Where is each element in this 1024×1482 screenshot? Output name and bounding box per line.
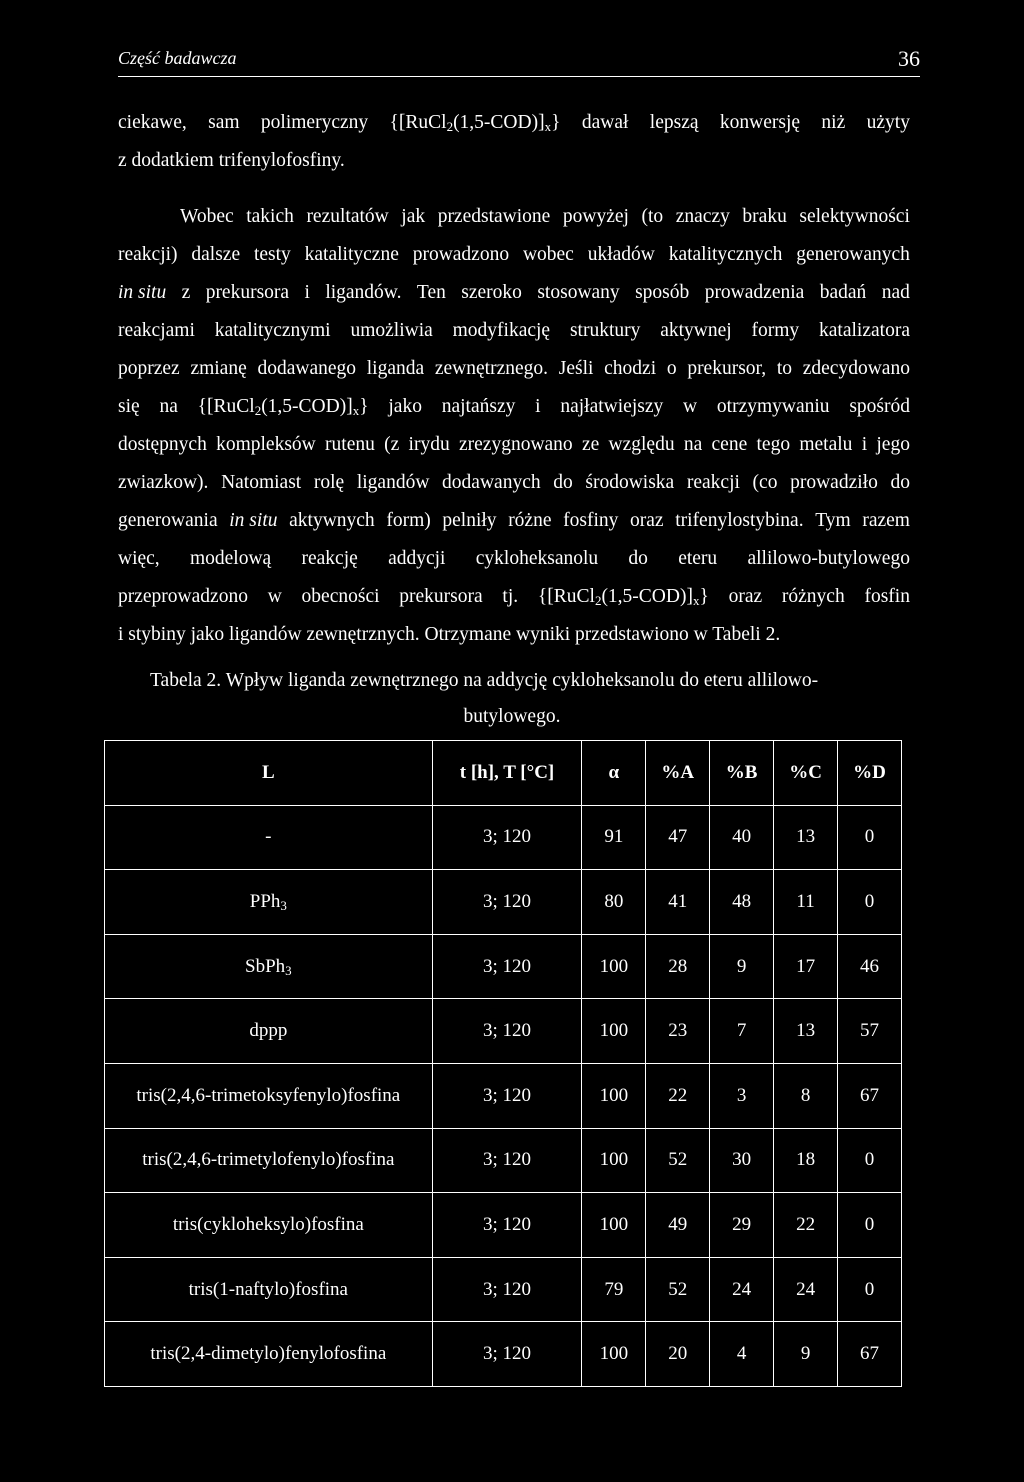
- value-cell: 100: [582, 999, 646, 1064]
- chemical-formula: $\{[RuCl_2(1,5-COD)]_x\}$: [197, 396, 369, 418]
- value-cell: 91: [582, 805, 646, 870]
- word: rutenu: [325, 434, 375, 455]
- word: takich: [246, 206, 294, 227]
- value-cell: 20: [646, 1322, 710, 1387]
- value-cell: 41: [646, 870, 710, 935]
- word: nad: [881, 282, 910, 303]
- word: dodawanego: [257, 358, 357, 379]
- text-line-5-content: [118, 282, 910, 304]
- word: obecności: [301, 586, 380, 607]
- word: to: [776, 358, 793, 379]
- word: Wobec: [180, 206, 234, 227]
- word: w: [267, 586, 282, 607]
- value-cell: 23: [646, 999, 710, 1064]
- word: układów: [587, 244, 655, 265]
- italic-in-situ: in situ: [118, 282, 167, 303]
- word: dostępnych: [118, 434, 207, 455]
- word: (to: [641, 206, 664, 227]
- section-title: Część badawcza: [118, 48, 237, 68]
- header-ligand: L: [105, 741, 433, 806]
- word: razem: [862, 510, 910, 531]
- ligand-cell: tris(2,4-dimetylo)fenylofosfina: [105, 1322, 433, 1387]
- value-cell: 47: [646, 805, 710, 870]
- value-cell: 100: [582, 1193, 646, 1258]
- word: modyfikację: [452, 320, 551, 341]
- value-cell: 13: [774, 999, 838, 1064]
- word: eteru: [678, 548, 718, 569]
- table-row: [105, 870, 902, 935]
- word: dodawanych: [442, 472, 541, 493]
- word: irydu: [408, 434, 450, 455]
- word: zewnętrznego.: [434, 358, 549, 379]
- word: katalitycznych: [668, 244, 783, 265]
- value-cell: 28: [646, 934, 710, 999]
- word: prekursora: [399, 586, 483, 607]
- text-line-7: [118, 358, 910, 380]
- value-cell: 67: [838, 1322, 902, 1387]
- word: reakcji): [118, 244, 178, 265]
- ligand-cell: tris(2,4,6-trimetoksyfenylo)fosfina: [105, 1063, 433, 1128]
- word: liganda: [366, 358, 425, 379]
- word: katalityczne: [304, 244, 399, 265]
- value-cell: 3; 120: [432, 1322, 582, 1387]
- word: i: [861, 434, 868, 455]
- value-cell: 3; 120: [432, 1128, 582, 1193]
- word: oraz: [630, 510, 664, 531]
- italic-in-situ: in situ: [229, 510, 278, 531]
- word: jako: [388, 396, 422, 417]
- word: metalu: [799, 434, 853, 455]
- word: fosfin: [864, 586, 910, 607]
- value-cell: 13: [774, 805, 838, 870]
- word: zwiazkow).: [118, 472, 209, 493]
- page-header: [118, 44, 920, 77]
- word: testy: [253, 244, 291, 265]
- value-cell: 3; 120: [432, 1257, 582, 1322]
- table-header-row: [105, 741, 902, 806]
- value-cell: 0: [838, 870, 902, 935]
- word: lepszą: [649, 112, 699, 133]
- value-cell: 3; 120: [432, 1063, 582, 1128]
- word: otrzymywaniu: [716, 396, 830, 417]
- word: aktywnej: [660, 320, 732, 341]
- word: Jeśli: [558, 358, 594, 379]
- results-table: [104, 740, 902, 1387]
- word: rezultatów: [306, 206, 389, 227]
- value-cell: 17: [774, 934, 838, 999]
- word: względu: [608, 434, 675, 455]
- word: jego: [876, 434, 910, 455]
- word: Tym: [815, 510, 851, 531]
- word: ciekawe,: [118, 112, 187, 133]
- word: prowadzenia: [704, 282, 805, 303]
- value-cell: 3; 120: [432, 934, 582, 999]
- word: struktury: [569, 320, 641, 341]
- table-row: [105, 1063, 902, 1128]
- word: kompleksów: [216, 434, 316, 455]
- value-cell: 0: [838, 1128, 902, 1193]
- value-cell: 22: [646, 1063, 710, 1128]
- word: aktywnych: [289, 510, 375, 531]
- value-cell: 9: [774, 1322, 838, 1387]
- word: katalitycznymi: [214, 320, 331, 341]
- text-line-8: [118, 396, 910, 418]
- ligand-cell: -: [105, 805, 433, 870]
- chemical-formula: $\{[RuCl_2(1,5-COD)]_x\}$: [389, 112, 561, 134]
- word: form): [386, 510, 431, 531]
- header-a: %A: [646, 741, 710, 806]
- header-time-temp: t [h], T [°C]: [432, 741, 582, 806]
- word: zdecydowano: [802, 358, 910, 379]
- word: badań: [819, 282, 867, 303]
- text-line-5: [118, 282, 910, 304]
- word: zrezygnowano: [458, 434, 573, 455]
- header-alpha: α: [582, 741, 646, 806]
- word: selektywności: [799, 206, 910, 227]
- text-line-3: [180, 206, 910, 228]
- word: różne: [508, 510, 552, 531]
- table-row: [105, 934, 902, 999]
- word: umożliwia: [350, 320, 433, 341]
- value-cell: 4: [710, 1322, 774, 1387]
- value-cell: 79: [582, 1257, 646, 1322]
- word: różnych: [781, 586, 845, 607]
- word: ligandów: [356, 472, 430, 493]
- word: szeroko: [461, 282, 522, 303]
- word: do: [553, 472, 573, 493]
- text-line-10: [118, 472, 910, 494]
- value-cell: 30: [710, 1128, 774, 1193]
- word: reakcję: [301, 548, 358, 569]
- table-row: [105, 1193, 902, 1258]
- word: tego: [756, 434, 791, 455]
- ligand-cell: dppp: [105, 999, 433, 1064]
- word: trifenylostybina.: [675, 510, 804, 531]
- header-c: %C: [774, 741, 838, 806]
- word: użyty: [866, 112, 910, 133]
- word: formy: [751, 320, 800, 341]
- word: środowiska: [585, 472, 675, 493]
- value-cell: 52: [646, 1257, 710, 1322]
- word: najłatwiejszy: [560, 396, 664, 417]
- word: prekursor,: [687, 358, 767, 379]
- word: oraz: [728, 586, 763, 607]
- header-b: %B: [710, 741, 774, 806]
- word: znaczy: [675, 206, 730, 227]
- text-line-12: [118, 548, 910, 570]
- value-cell: 8: [774, 1063, 838, 1128]
- table-row: [105, 805, 902, 870]
- word: wobec: [522, 244, 574, 265]
- table-row: [105, 1257, 902, 1322]
- value-cell: 52: [646, 1128, 710, 1193]
- value-cell: 46: [838, 934, 902, 999]
- value-cell: 24: [710, 1257, 774, 1322]
- ligand-cell: tris(1-naftylo)fosfina: [105, 1257, 433, 1322]
- value-cell: 11: [774, 870, 838, 935]
- word: polimeryczny: [260, 112, 369, 133]
- value-cell: 22: [774, 1193, 838, 1258]
- word: i: [535, 396, 541, 417]
- word: przedstawione: [437, 206, 551, 227]
- word: do: [628, 548, 648, 569]
- word: niż: [821, 112, 846, 133]
- word: dalsze: [191, 244, 241, 265]
- word: Ten: [416, 282, 446, 303]
- ligand-cell: tris(cykloheksylo)fosfina: [105, 1193, 433, 1258]
- word: spośród: [849, 396, 910, 417]
- value-cell: 9: [710, 934, 774, 999]
- word: katalizatora: [819, 320, 910, 341]
- word: addycji: [388, 548, 446, 569]
- word: więc,: [118, 548, 160, 569]
- word: prowadzono: [412, 244, 510, 265]
- text-line-2: z dodatkiem trifenylofosfiny.: [118, 150, 345, 171]
- word: poprzez: [118, 358, 180, 379]
- word: rolę: [313, 472, 345, 493]
- value-cell: 0: [838, 1193, 902, 1258]
- ligand-cell: tris(2,4,6-trimetylofenylo)fosfina: [105, 1128, 433, 1193]
- word: powyżej: [562, 206, 629, 227]
- word: przeprowadzono: [118, 586, 248, 607]
- value-cell: 48: [710, 870, 774, 935]
- text-line-4: [118, 244, 910, 266]
- word: najtańszy: [441, 396, 516, 417]
- value-cell: 7: [710, 999, 774, 1064]
- value-cell: 67: [838, 1063, 902, 1128]
- word: sam: [208, 112, 240, 133]
- header-d: %D: [838, 741, 902, 806]
- word: ze: [581, 434, 600, 455]
- word: konwersję: [719, 112, 801, 133]
- value-cell: 0: [838, 1257, 902, 1322]
- value-cell: 3; 120: [432, 870, 582, 935]
- value-cell: 24: [774, 1257, 838, 1322]
- word: o: [666, 358, 677, 379]
- word: modelową: [189, 548, 272, 569]
- word: do: [890, 472, 910, 493]
- word: cykloheksanolu: [475, 548, 599, 569]
- word: generowanych: [796, 244, 910, 265]
- value-cell: 100: [582, 1128, 646, 1193]
- word: generowania: [118, 510, 218, 531]
- text-line-13: [118, 586, 910, 608]
- table-row: [105, 1322, 902, 1387]
- word: (z: [384, 434, 400, 455]
- value-cell: 100: [582, 1063, 646, 1128]
- chemical-formula: $\{[RuCl_2(1,5-COD)]_x\}$: [537, 586, 709, 608]
- word: jak: [401, 206, 426, 227]
- text-line-9: [118, 434, 910, 456]
- word: pelniły: [442, 510, 497, 531]
- text-line-1: [118, 112, 910, 134]
- value-cell: 57: [838, 999, 902, 1064]
- word: reakcji: [686, 472, 740, 493]
- text-line-11: [118, 510, 910, 532]
- word: (co: [752, 472, 778, 493]
- word: prowadziło: [790, 472, 878, 493]
- ligand-cell: SbPh$_3$: [105, 934, 433, 999]
- word: stosowany: [537, 282, 620, 303]
- word: allilowo-butylowego: [747, 548, 910, 569]
- word: prekursora: [205, 282, 290, 303]
- word: cene: [711, 434, 748, 455]
- value-cell: 3; 120: [432, 1193, 582, 1258]
- value-cell: 40: [710, 805, 774, 870]
- word: braku: [742, 206, 787, 227]
- table-caption-line-2: butylowego.: [463, 706, 561, 727]
- word: z: [181, 282, 191, 303]
- value-cell: 0: [838, 805, 902, 870]
- word: się: [118, 396, 140, 417]
- word: na: [159, 396, 178, 417]
- word: reakcjami: [118, 320, 195, 341]
- value-cell: 3; 120: [432, 805, 582, 870]
- word: dawał: [581, 112, 629, 133]
- value-cell: 49: [646, 1193, 710, 1258]
- word: fosfiny: [563, 510, 619, 531]
- word: tj.: [502, 586, 519, 607]
- word: zmianę: [190, 358, 247, 379]
- word: sposób: [635, 282, 690, 303]
- table-caption-line-1: Tabela 2. Wpływ liganda zewnętrznego na addycję cykloheksanolu do eteru allilowo-: [150, 670, 819, 691]
- word: Natomiast: [221, 472, 302, 493]
- word: ligandów.: [325, 282, 402, 303]
- text-line-14: i stybiny jako ligandów zewnętrznych. Otrzymane wyniki przedstawiono w Tabeli 2.: [118, 624, 781, 645]
- value-cell: 100: [582, 1322, 646, 1387]
- ligand-cell: PPh$_3$: [105, 870, 433, 935]
- page-number: 36: [898, 46, 920, 71]
- word: chodzi: [604, 358, 657, 379]
- value-cell: 18: [774, 1128, 838, 1193]
- value-cell: 3; 120: [432, 999, 582, 1064]
- table-row: [105, 1128, 902, 1193]
- word: w: [683, 396, 698, 417]
- table-row: [105, 999, 902, 1064]
- value-cell: 80: [582, 870, 646, 935]
- word: i: [304, 282, 310, 303]
- word: na: [683, 434, 703, 455]
- text-line-6: [118, 320, 910, 342]
- value-cell: 29: [710, 1193, 774, 1258]
- value-cell: 3: [710, 1063, 774, 1128]
- value-cell: 100: [582, 934, 646, 999]
